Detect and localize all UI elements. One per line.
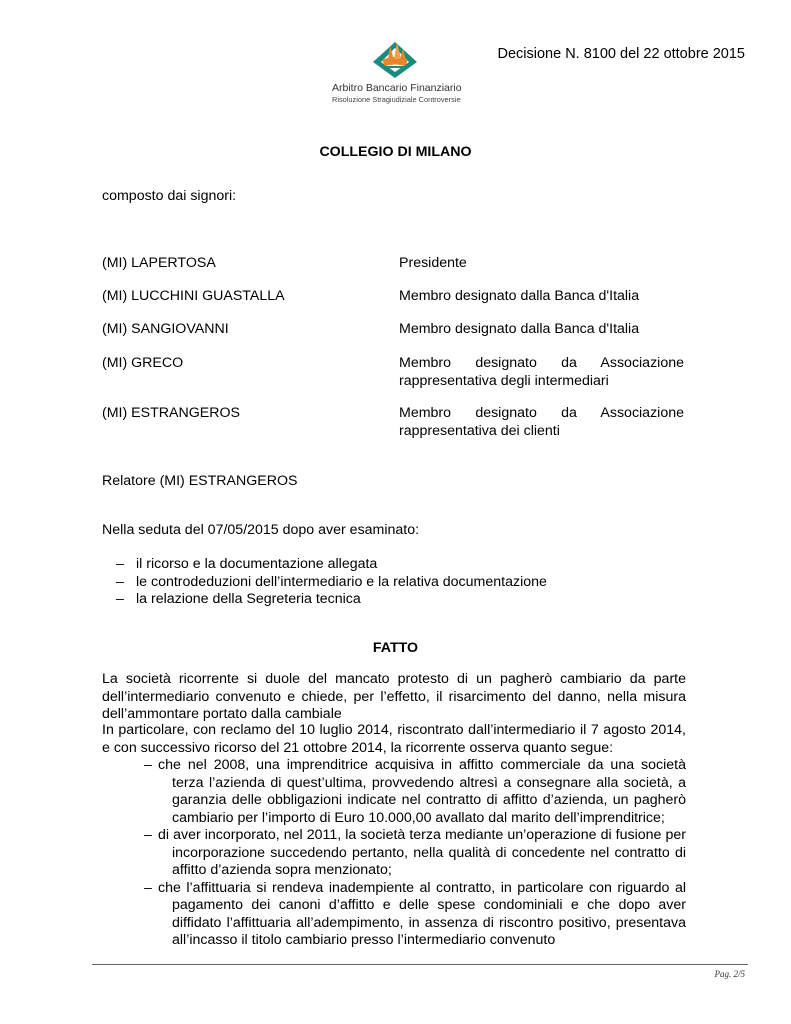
relatore-line: Relatore (MI) ESTRANGEROS	[102, 473, 298, 489]
dash-bullet: –	[116, 556, 124, 572]
abf-logo	[330, 36, 490, 108]
member-role: Membro designato da Associazione rappresentativa dei clienti	[399, 405, 684, 439]
list-item	[116, 574, 547, 592]
list-item	[130, 880, 686, 950]
paragraph-details: In particolare, con reclamo del 10 luglio 2014, riscontrato dall’intermediario il 7 agosto 2014, e con successivo ricorso del 21 ottobre 2014, la ricorrente osserva quanto segue:	[102, 722, 686, 756]
reviewed-documents-list	[116, 556, 547, 609]
list-item	[116, 556, 547, 574]
list-item	[130, 757, 686, 827]
member-name: (MI) SANGIOVANNI	[102, 321, 229, 337]
list-item-text: che l’affittuaria si rendeva inadempiente al contratto, in particolare con riguardo al pagamento dei canoni d’affitto e delle spese condominiali e che dopo aver diffidato l’affittuaria all’adempimento, in assenza di riscontro positivo, presentava all’incasso il titolo cambiario presso l’intermediario convenuto	[158, 879, 686, 948]
list-item	[116, 591, 547, 609]
list-item	[130, 827, 686, 880]
list-item-text: le controdeduzioni dell’intermediario e la relativa documentazione	[136, 573, 547, 590]
facts-list	[130, 757, 686, 950]
list-item-text: il ricorso e la documentazione allegata	[136, 556, 378, 572]
logo-title: Arbitro Bancario Finanziario	[332, 82, 462, 94]
decision-number: Decisione N. 8100 del 22 ottobre 2015	[497, 46, 745, 62]
abf-emblem-icon	[368, 36, 422, 80]
dash-bullet: –	[116, 573, 124, 590]
dash-bullet: –	[144, 879, 152, 896]
footer-divider	[92, 964, 748, 965]
page-number: Pag. 2/5	[714, 969, 745, 979]
member-name: (MI) LUCCHINI GUASTALLA	[102, 288, 285, 304]
member-name: (MI) GRECO	[102, 355, 184, 371]
fatto-heading: FATTO	[372, 640, 419, 656]
member-role: Presidente	[399, 255, 467, 271]
member-name: (MI) LAPERTOSA	[102, 255, 216, 271]
dash-bullet: –	[144, 827, 152, 843]
member-name: (MI) ESTRANGEROS	[102, 405, 240, 421]
collegio-heading: COLLEGIO DI MILANO	[319, 144, 472, 160]
dash-bullet: –	[144, 757, 152, 773]
logo-subtitle: Risoluzione Stragiudiziale Controversie	[332, 95, 461, 104]
dash-bullet: –	[116, 591, 124, 607]
member-role: Membro designato dalla Banca d'Italia	[399, 321, 640, 337]
member-role: Membro designato da Associazione rappresentativa degli intermediari	[399, 355, 684, 389]
list-item-text: di aver incorporato, nel 2011, la società terza mediante un’operazione di fusione per incorporazione succedendo pertanto, nella qualità di concedente nel contratto di affitto d’azienda sopra menzionato;	[158, 827, 686, 878]
seduta-line: Nella seduta del 07/05/2015 dopo aver esaminato:	[102, 522, 420, 538]
composto-label: composto dai signori:	[102, 188, 237, 204]
member-role: Membro designato dalla Banca d'Italia	[399, 288, 640, 304]
list-item-text: la relazione della Segreteria tecnica	[136, 591, 361, 607]
paragraph-intro: La società ricorrente si duole del mancato protesto di un pagherò cambiario da parte dell’intermediario convenuto e chiede, per l’effetto, il risarcimento del danno, nella misura dell’ammontare portato dalla cambiale	[102, 671, 686, 722]
list-item-text: che nel 2008, una imprenditrice acquisiva in affitto commerciale da una società terza l’azienda di quest’ultima, provvedendo altresì a consegnare alla società, a garanzia delle obbligazioni indicate nel contratto di affitto d’azienda, un pagherò cambiario per l’importo di Euro 10.000,00 avallato dal marito dell’imprenditrice;	[158, 757, 686, 826]
